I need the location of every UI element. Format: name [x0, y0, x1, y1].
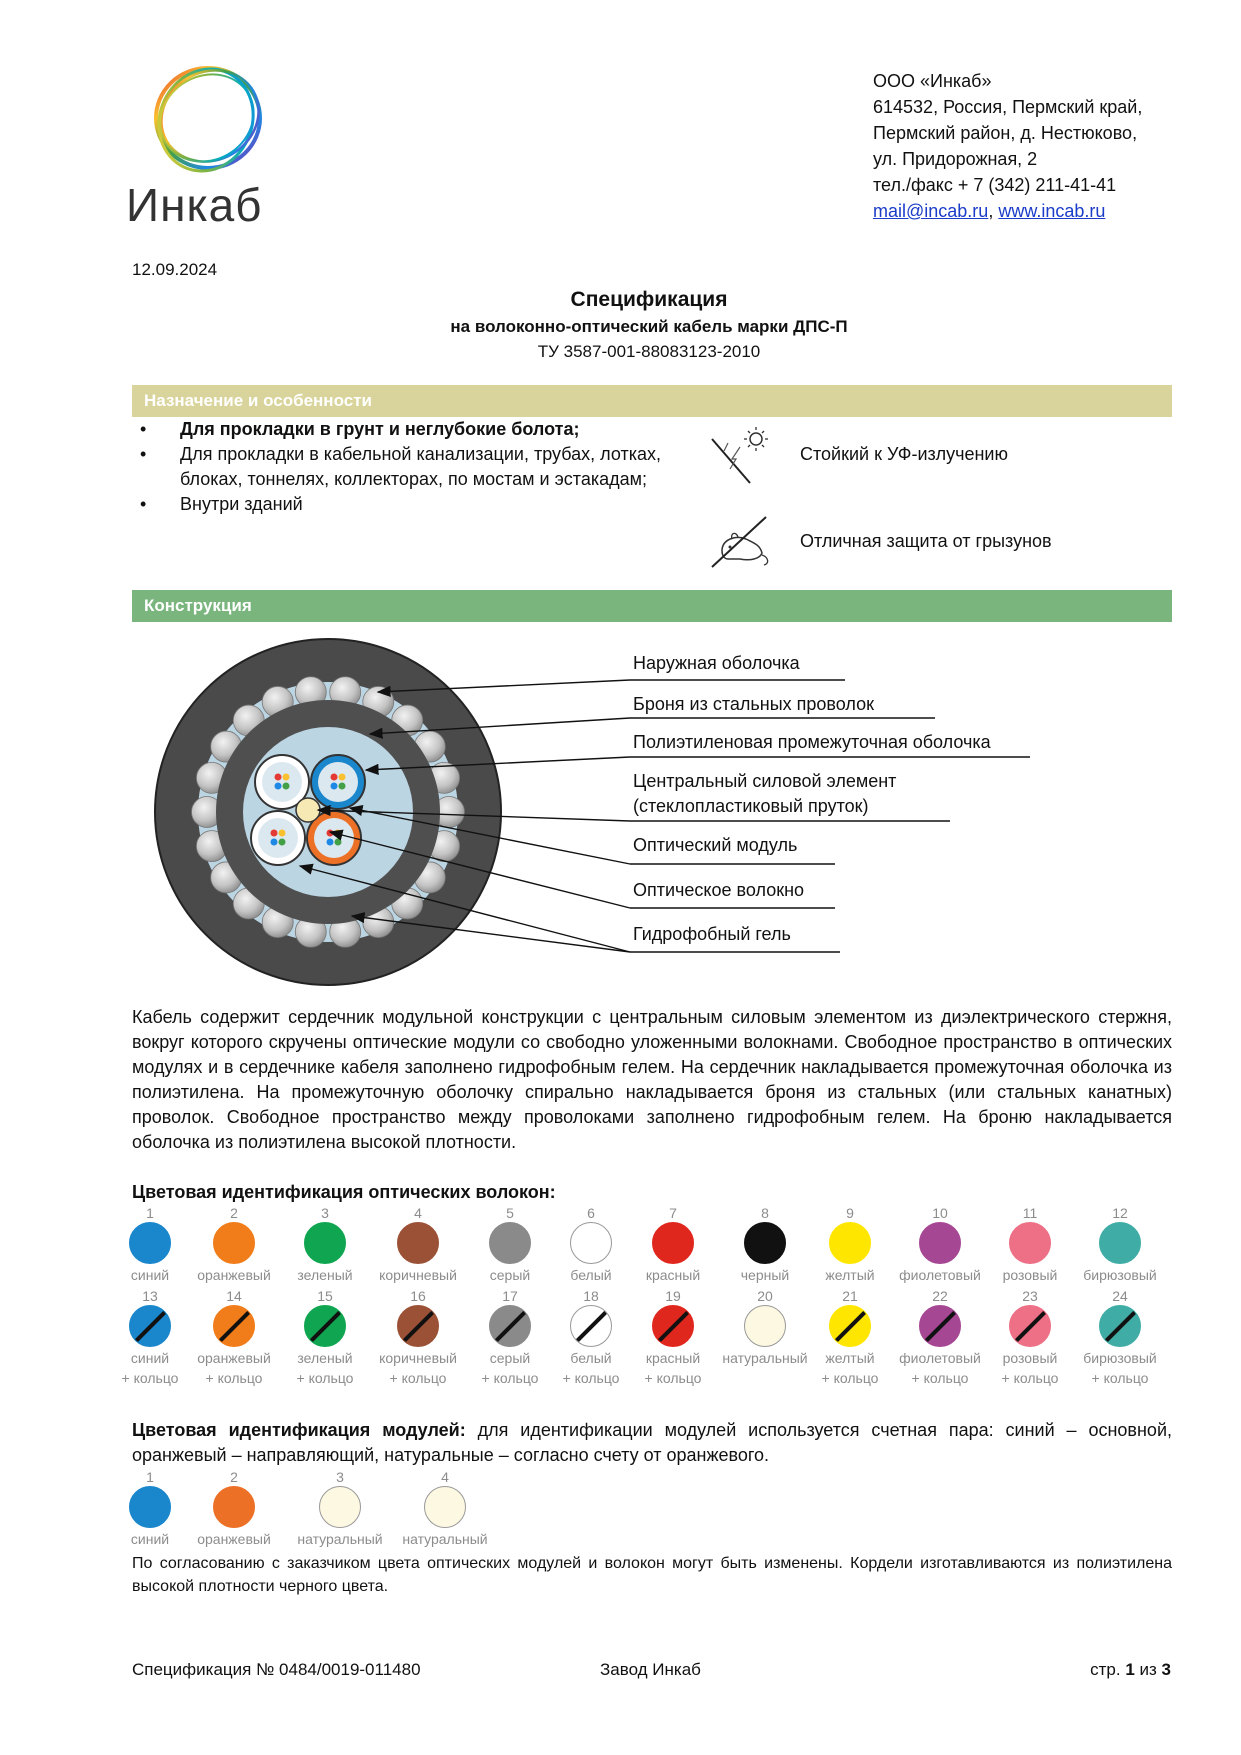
color-swatch — [424, 1486, 466, 1528]
color-number: 14 — [226, 1288, 242, 1304]
ring-suffix: + кольцо — [481, 1370, 539, 1386]
link-separator: , — [988, 201, 999, 221]
ring-suffix: + кольцо — [296, 1370, 354, 1386]
color-number: 6 — [587, 1205, 595, 1221]
color-name: синий — [130, 1267, 170, 1283]
color-name: зеленый — [297, 1350, 353, 1366]
color-name: бирюзовый — [1083, 1267, 1157, 1283]
color-number: 18 — [583, 1288, 599, 1304]
label-intermediate-sheath: Полиэтиленовая промежуточная оболочка — [633, 732, 991, 752]
color-number: 9 — [846, 1205, 854, 1221]
ring-suffix: + кольцо — [1091, 1370, 1149, 1386]
color-number: 4 — [441, 1469, 449, 1485]
page-prefix: стр. — [1090, 1660, 1126, 1679]
color-swatch — [129, 1486, 171, 1528]
color-name: синий — [130, 1350, 170, 1366]
color-number: 19 — [665, 1288, 681, 1304]
ring-suffix: + кольцо — [205, 1370, 263, 1386]
bullet: • — [140, 419, 147, 439]
page-total: 3 — [1161, 1660, 1171, 1679]
color-number: 21 — [842, 1288, 858, 1304]
label-central-member-detail: (стеклопластиковый пруток) — [633, 796, 869, 816]
footer-page-number — [1090, 1660, 1171, 1680]
color-name: серый — [489, 1267, 531, 1283]
color-number: 10 — [932, 1205, 948, 1221]
color-name: белый — [570, 1350, 612, 1366]
color-swatch — [213, 1486, 255, 1528]
color-number: 22 — [932, 1288, 948, 1304]
page-current: 1 — [1125, 1660, 1135, 1679]
color-swatch — [319, 1486, 361, 1528]
color-name: натуральный — [297, 1531, 383, 1547]
feature-uv-text: Стойкий к УФ-излучению — [800, 444, 1008, 464]
address-line: тел./факс + 7 (342) 211-41-41 — [873, 175, 1117, 195]
color-name: коричневый — [379, 1350, 457, 1366]
color-name: белый — [570, 1267, 612, 1283]
address-line: ООО «Инкаб» — [873, 71, 992, 91]
list-item-text: Внутри зданий — [180, 494, 303, 514]
section-header-purpose: Назначение и особенности — [132, 385, 1172, 417]
color-number: 20 — [757, 1288, 773, 1304]
color-name: желтый — [825, 1350, 875, 1366]
bullet: • — [140, 494, 147, 514]
ring-suffix: + кольцо — [644, 1370, 702, 1386]
color-name: желтый — [825, 1267, 875, 1283]
color-name: фиолетовый — [899, 1267, 981, 1283]
document-date: 12.09.2024 — [132, 260, 218, 279]
color-name: черный — [740, 1267, 790, 1283]
color-name: синий — [130, 1531, 170, 1547]
label-central-member: Центральный силовой элемент — [633, 771, 897, 791]
module-colors-text: для идентификации модулей используется счетная пара: синий – основной, оранжевый – направляющий, натуральные – согласно счету от оранжевого. — [132, 1420, 1172, 1465]
color-name: натуральный — [722, 1350, 808, 1366]
fiber-colors-title: Цветовая идентификация оптических волокон: — [132, 1182, 556, 1202]
color-number: 11 — [1022, 1205, 1038, 1221]
color-number: 8 — [761, 1205, 769, 1221]
construction-description: Кабель содержит сердечник модульной конструкции с центральным силовым элементом из диэлектрического стержня, вокруг которого скручены оптические модули со свободно уложенными волокнами. Свободное пространство в оптических модулях и в сердечнике кабеля заполнено гидрофобным гелем. На сердечник накладывается промежуточная оболочка из полиэтилена. На промежуточную оболочку спирально накладывается броня из стальных (или стальных канатных) проволок. Свободное пространство между проволоками заполнено гидрофобным гелем. На броню накладывается оболочка из полиэтилена высокой плотности. — [132, 1007, 1172, 1152]
color-number: 2 — [230, 1469, 238, 1485]
color-number: 23 — [1022, 1288, 1038, 1304]
address-line: Пермский район, д. Нестюково, — [873, 123, 1138, 143]
label-steel-armor: Броня из стальных проволок — [633, 694, 874, 714]
address-line: 614532, Россия, Пермский край, — [873, 97, 1143, 117]
ring-suffix: + кольцо — [821, 1370, 879, 1386]
label-outer-sheath: Наружная оболочка — [633, 653, 800, 673]
feature-rodent-text: Отличная защита от грызунов — [800, 531, 1052, 551]
label-optical-module: Оптический модуль — [633, 835, 798, 855]
color-name: серый — [489, 1350, 531, 1366]
color-number: 3 — [321, 1205, 329, 1221]
color-name: красный — [645, 1267, 701, 1283]
ring-suffix: + кольцо — [389, 1370, 447, 1386]
color-number: 2 — [230, 1205, 238, 1221]
ring-suffix: + кольцо — [911, 1370, 969, 1386]
ring-suffix: + кольцо — [1001, 1370, 1059, 1386]
color-number: 4 — [414, 1205, 422, 1221]
color-number: 3 — [336, 1469, 344, 1485]
color-name: розовый — [1002, 1350, 1058, 1366]
color-number: 15 — [317, 1288, 333, 1304]
color-number: 17 — [502, 1288, 518, 1304]
color-name: зеленый — [297, 1267, 353, 1283]
ring-suffix: + кольцо — [562, 1370, 620, 1386]
color-name: розовый — [1002, 1267, 1058, 1283]
color-name: оранжевый — [197, 1350, 271, 1366]
footer-plant: Завод Инкаб — [600, 1660, 701, 1679]
module-colors-title: Цветовая идентификация модулей: — [132, 1420, 466, 1440]
color-name: коричневый — [379, 1267, 457, 1283]
ring-suffix: + кольцо — [121, 1370, 179, 1386]
color-number: 1 — [146, 1469, 154, 1485]
color-number: 24 — [1112, 1288, 1128, 1304]
label-hydrophobic-gel: Гидрофобный гель — [633, 924, 791, 944]
document-subtitle: на волоконно-оптический кабель марки ДПС-П — [450, 317, 848, 336]
list-item-text: Для прокладки в кабельной канализации, трубах, лотках, блоках, тоннелях, коллекторах, по мостам и эстакадам; — [180, 444, 661, 489]
footer-spec-number: Спецификация № 0484/0019-011480 — [132, 1660, 421, 1679]
color-name: оранжевый — [197, 1531, 271, 1547]
website-link[interactable]: www.incab.ru — [998, 201, 1106, 221]
color-number: 1 — [146, 1205, 154, 1221]
list-item-text: Для прокладки в грунт и неглубокие болота; — [180, 419, 580, 439]
page-mid: из — [1134, 1660, 1162, 1679]
color-name: фиолетовый — [899, 1350, 981, 1366]
email-link[interactable]: mail@incab.ru — [873, 201, 989, 221]
color-name: натуральный — [402, 1531, 488, 1547]
color-number: 12 — [1112, 1205, 1128, 1221]
color-number: 13 — [142, 1288, 158, 1304]
bullet: • — [140, 444, 147, 464]
logo-text: Инкаб — [126, 179, 263, 231]
color-number: 7 — [669, 1205, 677, 1221]
color-name: красный — [645, 1350, 701, 1366]
document-title: Спецификация — [570, 288, 728, 311]
section-header-construction: Конструкция — [132, 590, 1172, 622]
color-number: 5 — [506, 1205, 514, 1221]
document-tu: ТУ 3587-001-88083123-2010 — [537, 342, 761, 361]
color-name: оранжевый — [197, 1267, 271, 1283]
note: По согласованию с заказчиком цвета оптических модулей и волокон могут быть изменены. Кордели изготавливаются из полиэтилена высокой плотности черного цвета. — [132, 1555, 1172, 1595]
color-name: бирюзовый — [1083, 1350, 1157, 1366]
label-optical-fiber: Оптическое волокно — [633, 880, 805, 900]
address-line: ул. Придорожная, 2 — [873, 149, 1038, 169]
color-number: 16 — [410, 1288, 426, 1304]
